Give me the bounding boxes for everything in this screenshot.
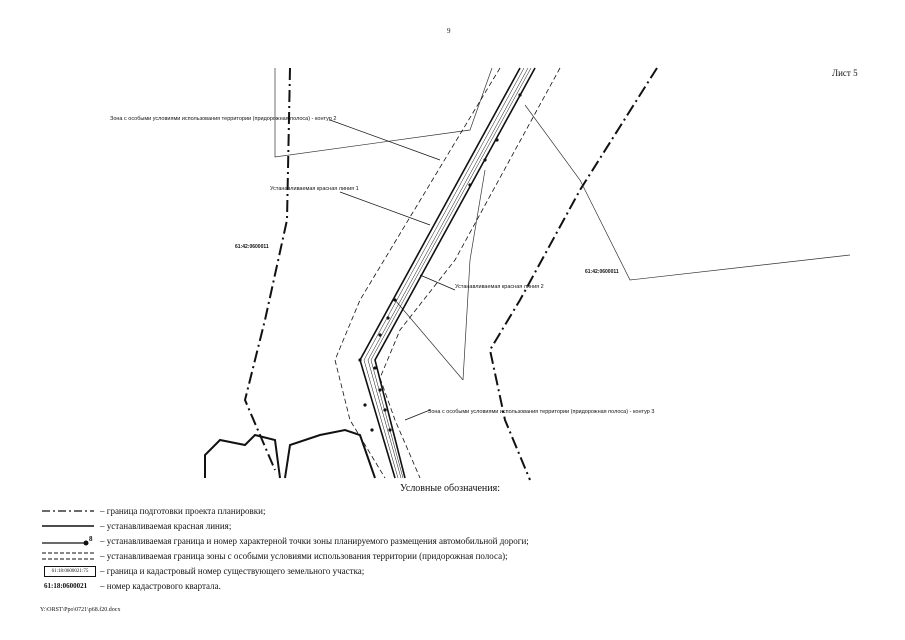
legend-text: – граница подготовки проекта планировки; bbox=[100, 506, 266, 516]
parcel-symbol bbox=[40, 565, 96, 577]
quarter-label-right: 61:42:0600011 bbox=[585, 269, 619, 275]
legend-title: Условные обозначения: bbox=[400, 483, 501, 494]
legend-item-planning-boundary bbox=[40, 505, 860, 517]
legend-text: – устанавливаемая граница зоны с особыми условиями использования территории (придорожная полоса); bbox=[100, 551, 508, 561]
red-lines bbox=[360, 68, 535, 478]
parcel-number-sample: 61:18:0600021:75 bbox=[44, 566, 96, 577]
dash-dot-line-symbol bbox=[40, 505, 96, 517]
file-path: Y:\ORST\Ppo\0721\p68.f20.docx bbox=[40, 607, 121, 613]
legend-item-roadside-zone bbox=[40, 550, 860, 562]
legend-item-red-line bbox=[40, 520, 860, 532]
callout-red-line-2: Устанавливаемая красная линия 2 bbox=[455, 284, 544, 290]
legend-item-parcel bbox=[40, 565, 860, 577]
legend-item-road-zone-point bbox=[40, 535, 860, 547]
legend bbox=[40, 505, 860, 595]
legend-text: – устанавливаемая граница и номер характерной точки зоны планируемого размещения автомобильной дороги; bbox=[100, 536, 529, 546]
red-line-2 bbox=[375, 68, 535, 478]
point-line-symbol bbox=[40, 535, 96, 547]
callout-leaders bbox=[330, 120, 455, 420]
callout-zone-contour-3: Зона с особыми условиями использования территории (придорожная полоса) - контур 3 bbox=[428, 409, 655, 415]
existing-boundary-bold bbox=[205, 430, 375, 478]
quarter-number-sample: 61:18:0600021 bbox=[44, 582, 88, 590]
legend-text: – устанавливаемая красная линия; bbox=[100, 521, 232, 531]
dashed-strip-symbol bbox=[40, 550, 96, 562]
quarter-label-left: 61:42:0600011 bbox=[235, 244, 269, 250]
solid-line-symbol bbox=[40, 520, 96, 532]
roadside-zone-boundaries bbox=[335, 68, 560, 478]
legend-text: – номер кадастрового квартала. bbox=[100, 581, 221, 591]
planning-boundary-left bbox=[245, 68, 290, 470]
legend-item-quarter bbox=[40, 580, 860, 592]
planning-boundary-right bbox=[490, 68, 657, 480]
callout-red-line-1: Устанавливаемая красная линия 1 bbox=[270, 186, 359, 192]
sheet-label: Лист 5 bbox=[832, 68, 858, 78]
quarter-symbol bbox=[40, 580, 96, 592]
point-number: 8 bbox=[89, 535, 93, 543]
legend-text: – граница и кадастровый номер существующего земельного участка; bbox=[100, 566, 365, 576]
callout-zone-contour-2: Зона с особыми условиями использования территории (придорожная полоса) - контур 2 bbox=[110, 116, 337, 122]
page-number: 9 bbox=[447, 27, 451, 35]
